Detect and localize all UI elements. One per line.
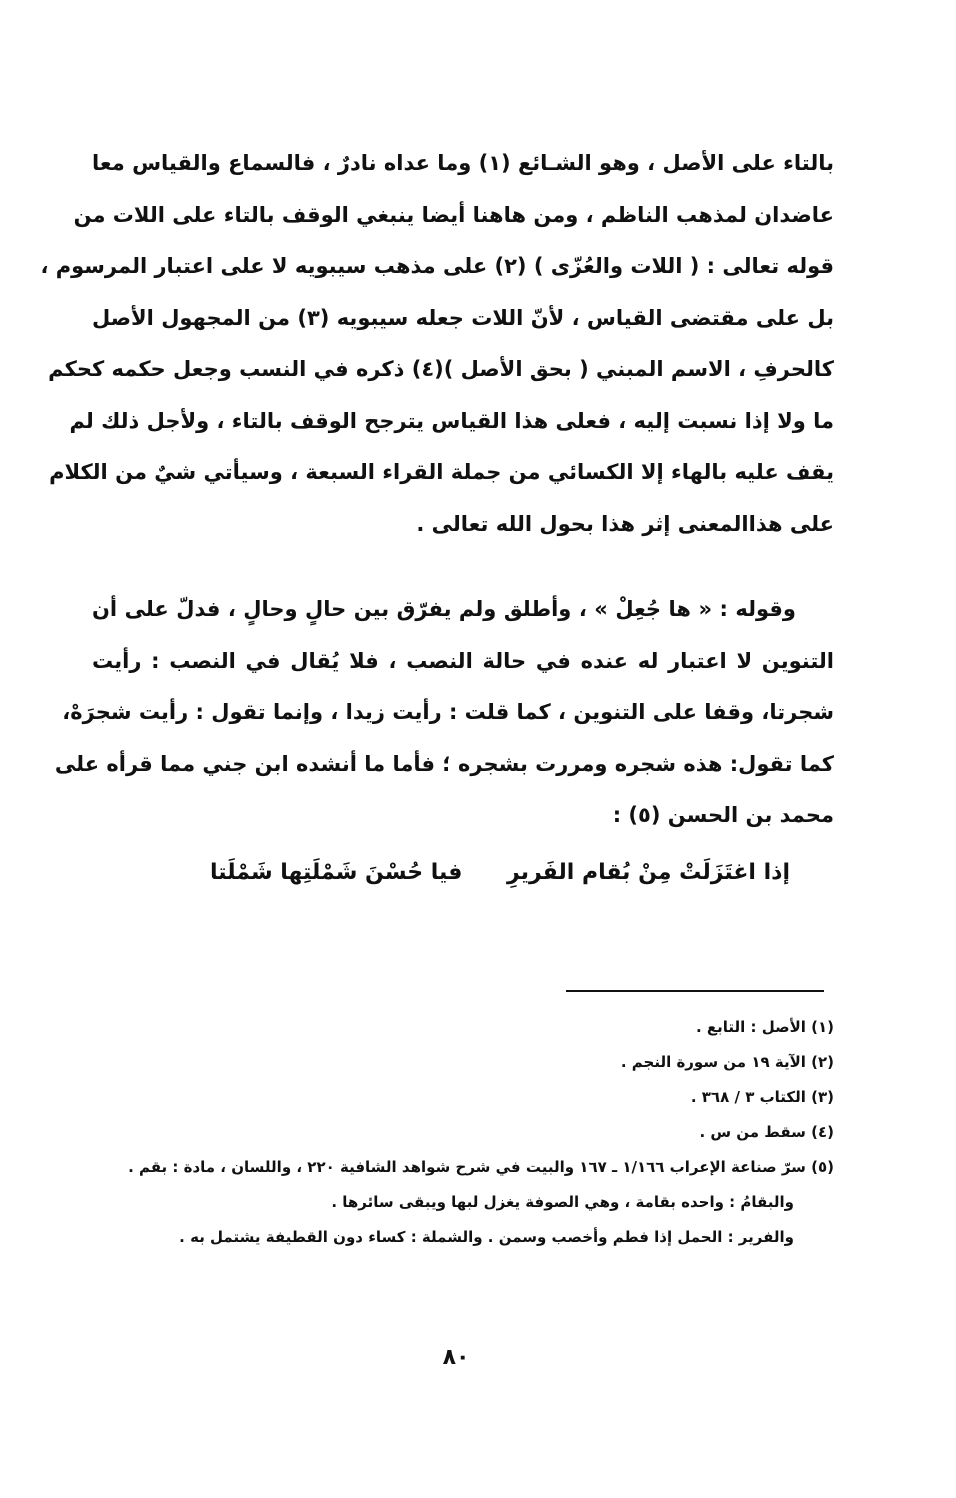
text-line: يقف عليه بالهاء إلا الكسائي من جملة القراء السبعة ، وسيأتي شيٌ من الكلام bbox=[49, 460, 834, 484]
footnote-5-continuation: والفرير : الحمل إذا فطم وأخصب وسمن . والشملة : كساء دون القطيفة يشتمل به . bbox=[179, 1228, 794, 1246]
text-line: عاضدان لمذهب الناظم ، ومن هاهنا أيضا ينبغي الوقف بالتاء على اللات من bbox=[73, 202, 834, 227]
page-number: ٨٠ bbox=[442, 1345, 470, 1370]
paragraph-2 bbox=[54, 584, 834, 842]
text-line: وقوله : « ها جُعِلْ » ، وأطلق ولم يفرّق بين حالٍ وحالٍ ، فدلّ على أن bbox=[92, 597, 796, 621]
verse-second-hemistich: فيا حُسْنَ شَمْلَتِها شَمْلَتا bbox=[210, 860, 463, 885]
text-line: ما ولا إذا نسبت إليه ، فعلى هذا القياس يترجح الوقف بالتاء ، ولأجل ذلك لم bbox=[69, 408, 834, 433]
text-line: كما تقول: هذه شجره ومررت بشجره ؛ فأما ما أنشده ابن جني مما قرأه على bbox=[54, 751, 834, 776]
verse-first-hemistich: إذا اغتَزَلَتْ مِنْ بُقام الفَريرِ bbox=[507, 860, 790, 885]
footnotes bbox=[70, 1010, 834, 1255]
footnote-5-continuation: والبقامُ : واحده بقامة ، وهي الصوفة يغزل لبها ويبقى سائرها . bbox=[331, 1193, 794, 1211]
footnote-separator bbox=[566, 990, 824, 992]
text-line: قوله تعالى : ( اللات والعُزّى ) (٢) على مذهب سيبويه لا على اعتبار المرسوم ، bbox=[40, 254, 834, 278]
poetry-verse bbox=[150, 860, 790, 910]
footnote-3: (٣) الكتاب ٣ / ٣٦٨ . bbox=[690, 1088, 834, 1106]
text-line: التنوين لا اعتبار له عنده في حالة النصب ، فلا يُقال في النصب : رأيت bbox=[92, 648, 834, 673]
text-line: بالتاء على الأصل ، وهو الشـائع (١) وما عداه نادرٌ ، فالسماع والقياس معا bbox=[92, 151, 834, 175]
text-line: بل على مقتضى القياس ، لأنّ اللات جعله سيبويه (٣) من المجهول الأصل bbox=[92, 305, 834, 330]
text-line: كالحرفِ ، الاسم المبني ( بحق الأصل )(٤) ذكره في النسب وجعل حكمه كحكم bbox=[48, 357, 834, 381]
footnote-2: (٢) الآية ١٩ من سورة النجم . bbox=[620, 1053, 834, 1071]
footnote-1: (١) الأصل : التابع . bbox=[695, 1018, 834, 1036]
text-line: محمد بن الحسن (٥) : bbox=[612, 803, 834, 827]
text-line: على هذاالمعنى إثر هذا بحول الله تعالى . bbox=[416, 511, 834, 536]
footnote-4: (٤) سقط من س . bbox=[699, 1123, 834, 1141]
paragraph-1 bbox=[40, 138, 834, 550]
text-line: شجرتا، وقفا على التنوين ، كما قلت : رأيت زيدا ، وإنما تقول : رأيت شجرَهْ، bbox=[62, 700, 834, 724]
footnote-5: (٥) سرّ صناعة الإعراب ١/١٦٦ ـ ١٦٧ والبيت في شرح شواهد الشافية ٢٢٠ ، واللسان ، مادة : بقم . bbox=[128, 1158, 834, 1176]
